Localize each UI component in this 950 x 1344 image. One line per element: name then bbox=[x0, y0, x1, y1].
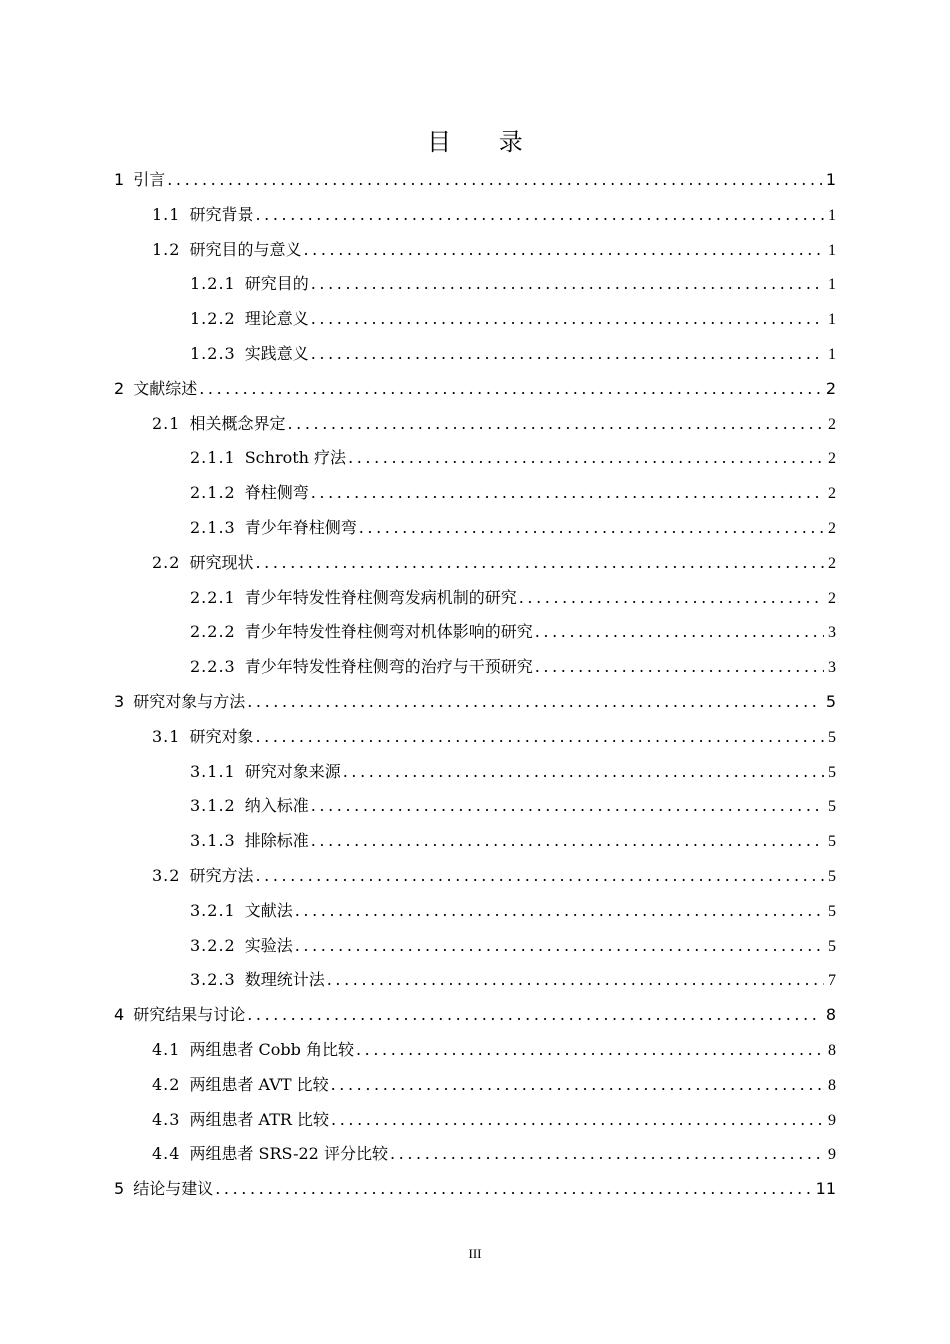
toc-entry-label: 文献法 bbox=[244, 900, 293, 920]
toc-entry-label: 引言 bbox=[133, 170, 166, 189]
toc-entry[interactable] bbox=[114, 755, 836, 790]
toc-entry-number: 2.1.2 bbox=[190, 483, 236, 503]
toc-entry[interactable] bbox=[114, 1172, 836, 1207]
dot-leader bbox=[327, 963, 824, 998]
toc-entry-page: 1 bbox=[828, 206, 836, 224]
toc-entry-label: 研究目的 bbox=[244, 274, 309, 294]
toc-entry[interactable] bbox=[114, 267, 836, 302]
toc-entry[interactable] bbox=[114, 337, 836, 372]
toc-entry-page: 8 bbox=[828, 1076, 836, 1094]
toc-entry[interactable] bbox=[114, 302, 836, 337]
dot-leader bbox=[247, 685, 822, 720]
toc-entry-page: 5 bbox=[828, 902, 836, 920]
toc-entry-number: 2.1 bbox=[152, 413, 181, 433]
dot-leader bbox=[255, 720, 824, 755]
toc-entry-page: 9 bbox=[828, 1111, 836, 1129]
dot-leader bbox=[311, 267, 824, 302]
toc-entry-page: 3 bbox=[828, 624, 836, 642]
dot-leader bbox=[255, 859, 824, 894]
dot-leader bbox=[535, 650, 824, 685]
toc-entry-label: 两组患者 AVT 比较 bbox=[189, 1074, 329, 1094]
toc-entry-page: 8 bbox=[825, 1005, 836, 1025]
toc-entry-label: 研究背景 bbox=[189, 204, 254, 224]
dot-leader bbox=[311, 476, 824, 511]
dot-leader bbox=[287, 407, 824, 442]
dot-leader bbox=[390, 1137, 824, 1172]
toc-entry-label: 研究对象来源 bbox=[244, 761, 341, 781]
toc-entry-label: 数理统计法 bbox=[244, 970, 325, 990]
toc-entry-label: 研究方法 bbox=[189, 865, 254, 885]
toc-entry[interactable] bbox=[114, 824, 836, 859]
dot-leader bbox=[356, 1033, 824, 1068]
dot-leader bbox=[311, 337, 824, 372]
toc-entry-number: 2.1.3 bbox=[190, 517, 236, 537]
toc-entry[interactable] bbox=[114, 963, 836, 998]
toc-entry-number: 2.2.2 bbox=[190, 622, 236, 642]
toc-entry-page: 5 bbox=[828, 798, 836, 816]
toc-entry-page: 2 bbox=[828, 589, 836, 607]
toc-entry-page: 2 bbox=[828, 519, 836, 537]
toc-entry-number: 2.1.1 bbox=[190, 448, 236, 468]
dot-leader bbox=[331, 1103, 824, 1138]
toc-entry-page: 11 bbox=[815, 1179, 836, 1199]
toc-entry-label: 青少年特发性脊柱侧弯发病机制的研究 bbox=[244, 587, 517, 607]
toc-entry[interactable] bbox=[114, 163, 836, 198]
toc-entry-label: 研究结果与讨论 bbox=[133, 1005, 246, 1025]
toc-entry-number: 3.2.1 bbox=[190, 900, 236, 920]
dot-leader bbox=[348, 441, 824, 476]
toc-entry[interactable] bbox=[114, 859, 836, 894]
toc-entry-page: 5 bbox=[828, 728, 836, 746]
toc-entry-number: 1.2.1 bbox=[190, 274, 236, 294]
toc-entry[interactable] bbox=[114, 198, 836, 233]
dot-leader bbox=[343, 755, 824, 790]
toc-entry-page: 5 bbox=[828, 833, 836, 851]
toc-entry-number: 4.1 bbox=[152, 1039, 181, 1059]
toc-entry[interactable] bbox=[114, 615, 836, 650]
toc-entry[interactable] bbox=[114, 998, 836, 1033]
toc-entry-number: 3.2 bbox=[152, 865, 181, 885]
toc-entry[interactable] bbox=[114, 1068, 836, 1103]
toc-entry-label: 研究对象与方法 bbox=[133, 691, 246, 711]
toc-entry-label: 理论意义 bbox=[244, 309, 309, 329]
toc-entry-number: 2.2.3 bbox=[190, 657, 236, 677]
toc-entry-label: 两组患者 ATR 比较 bbox=[189, 1109, 330, 1129]
toc-entry-label: 研究现状 bbox=[189, 552, 254, 572]
toc-entry-number: 2 bbox=[114, 378, 125, 398]
dot-leader bbox=[255, 546, 824, 581]
toc-entry-page: 8 bbox=[828, 1041, 836, 1059]
toc-entry[interactable] bbox=[114, 372, 836, 407]
toc-entry-page: 5 bbox=[828, 867, 836, 885]
toc-entry-page: 1 bbox=[828, 345, 836, 363]
page-number: III bbox=[468, 1246, 482, 1261]
toc-entry-number: 1.2 bbox=[152, 239, 181, 259]
table-of-contents bbox=[114, 163, 836, 1207]
toc-entry-number: 3.1 bbox=[152, 726, 181, 746]
toc-entry-label: 研究对象 bbox=[189, 726, 254, 746]
dot-leader bbox=[295, 929, 824, 964]
toc-entry[interactable] bbox=[114, 476, 836, 511]
toc-entry-label: 两组患者 Cobb 角比较 bbox=[189, 1039, 354, 1059]
toc-entry[interactable] bbox=[114, 511, 836, 546]
toc-entry-page: 1 bbox=[828, 276, 836, 294]
toc-entry[interactable] bbox=[114, 1103, 836, 1138]
toc-entry-number: 1 bbox=[114, 170, 125, 189]
toc-entry-page: 1 bbox=[828, 241, 836, 259]
toc-entry-page: 1 bbox=[828, 311, 836, 329]
toc-entry[interactable] bbox=[114, 789, 836, 824]
toc-entry-page: 5 bbox=[828, 937, 836, 955]
toc-entry[interactable] bbox=[114, 650, 836, 685]
toc-entry-number: 2.2 bbox=[152, 552, 181, 572]
dot-leader bbox=[255, 198, 824, 233]
toc-entry-number: 4 bbox=[114, 1005, 125, 1025]
toc-entry-page: 5 bbox=[828, 763, 836, 781]
dot-leader bbox=[311, 302, 824, 337]
toc-entry-number: 3.2.2 bbox=[190, 935, 236, 955]
toc-entry-label: 青少年特发性脊柱侧弯对机体影响的研究 bbox=[244, 622, 533, 642]
toc-entry[interactable] bbox=[114, 1137, 836, 1172]
toc-entry-page: 2 bbox=[825, 378, 836, 398]
toc-entry-number: 3 bbox=[114, 691, 125, 711]
dot-leader bbox=[167, 163, 822, 198]
toc-entry-page: 2 bbox=[828, 554, 836, 572]
dot-leader bbox=[199, 372, 822, 407]
toc-entry-label: 结论与建议 bbox=[133, 1179, 214, 1199]
toc-entry-page: 2 bbox=[828, 450, 836, 468]
toc-entry-label: 实践意义 bbox=[244, 343, 309, 363]
dot-leader bbox=[303, 233, 824, 268]
dot-leader bbox=[311, 824, 824, 859]
toc-entry-number: 3.1.2 bbox=[190, 796, 236, 816]
toc-entry-page: 2 bbox=[828, 485, 836, 503]
toc-entry[interactable] bbox=[114, 233, 836, 268]
toc-entry-label: 排除标准 bbox=[244, 831, 309, 851]
toc-entry-page: 5 bbox=[825, 691, 836, 711]
toc-entry-number: 3.2.3 bbox=[190, 970, 236, 990]
dot-leader bbox=[519, 581, 824, 616]
toc-entry-page: 3 bbox=[828, 659, 836, 677]
toc-entry-page: 1 bbox=[825, 170, 836, 189]
dot-leader bbox=[247, 998, 822, 1033]
toc-entry[interactable] bbox=[114, 685, 836, 720]
toc-entry-number: 5 bbox=[114, 1179, 125, 1199]
toc-entry-label: 研究目的与意义 bbox=[189, 239, 302, 259]
toc-entry-label: 青少年特发性脊柱侧弯的治疗与干预研究 bbox=[244, 657, 533, 677]
toc-entry-label: 实验法 bbox=[244, 935, 293, 955]
toc-entry-label: 纳入标准 bbox=[244, 796, 309, 816]
toc-entry[interactable] bbox=[114, 1033, 836, 1068]
toc-entry-label: Schroth 疗法 bbox=[244, 448, 347, 468]
toc-entry[interactable] bbox=[114, 581, 836, 616]
toc-entry[interactable] bbox=[114, 929, 836, 964]
toc-entry-label: 相关概念界定 bbox=[189, 413, 286, 433]
toc-entry[interactable] bbox=[114, 441, 836, 476]
toc-entry-page: 9 bbox=[828, 1146, 836, 1164]
toc-entry-number: 3.1.3 bbox=[190, 831, 236, 851]
dot-leader bbox=[535, 615, 824, 650]
toc-entry[interactable] bbox=[114, 407, 836, 442]
toc-entry-label: 脊柱侧弯 bbox=[244, 483, 309, 503]
toc-entry-page: 7 bbox=[828, 972, 836, 990]
toc-entry-number: 3.1.1 bbox=[190, 761, 236, 781]
toc-entry-number: 1.2.3 bbox=[190, 343, 236, 363]
dot-leader bbox=[215, 1172, 811, 1207]
toc-entry-number: 1.2.2 bbox=[190, 309, 236, 329]
dot-leader bbox=[311, 789, 824, 824]
toc-entry[interactable] bbox=[114, 894, 836, 929]
toc-entry-number: 4.3 bbox=[152, 1109, 181, 1129]
toc-entry-number: 2.2.1 bbox=[190, 587, 236, 607]
toc-title: 目 录 bbox=[427, 128, 543, 156]
toc-entry-label: 文献综述 bbox=[133, 378, 198, 398]
toc-entry-number: 1.1 bbox=[152, 204, 181, 224]
dot-leader bbox=[359, 511, 824, 546]
toc-entry[interactable] bbox=[114, 546, 836, 581]
dot-leader bbox=[331, 1068, 824, 1103]
toc-entry-label: 青少年脊柱侧弯 bbox=[244, 517, 357, 537]
toc-entry[interactable] bbox=[114, 720, 836, 755]
toc-entry-page: 2 bbox=[828, 415, 836, 433]
toc-entry-number: 4.2 bbox=[152, 1074, 181, 1094]
toc-entry-number: 4.4 bbox=[152, 1144, 181, 1164]
dot-leader bbox=[295, 894, 824, 929]
toc-entry-label: 两组患者 SRS-22 评分比较 bbox=[189, 1144, 388, 1164]
